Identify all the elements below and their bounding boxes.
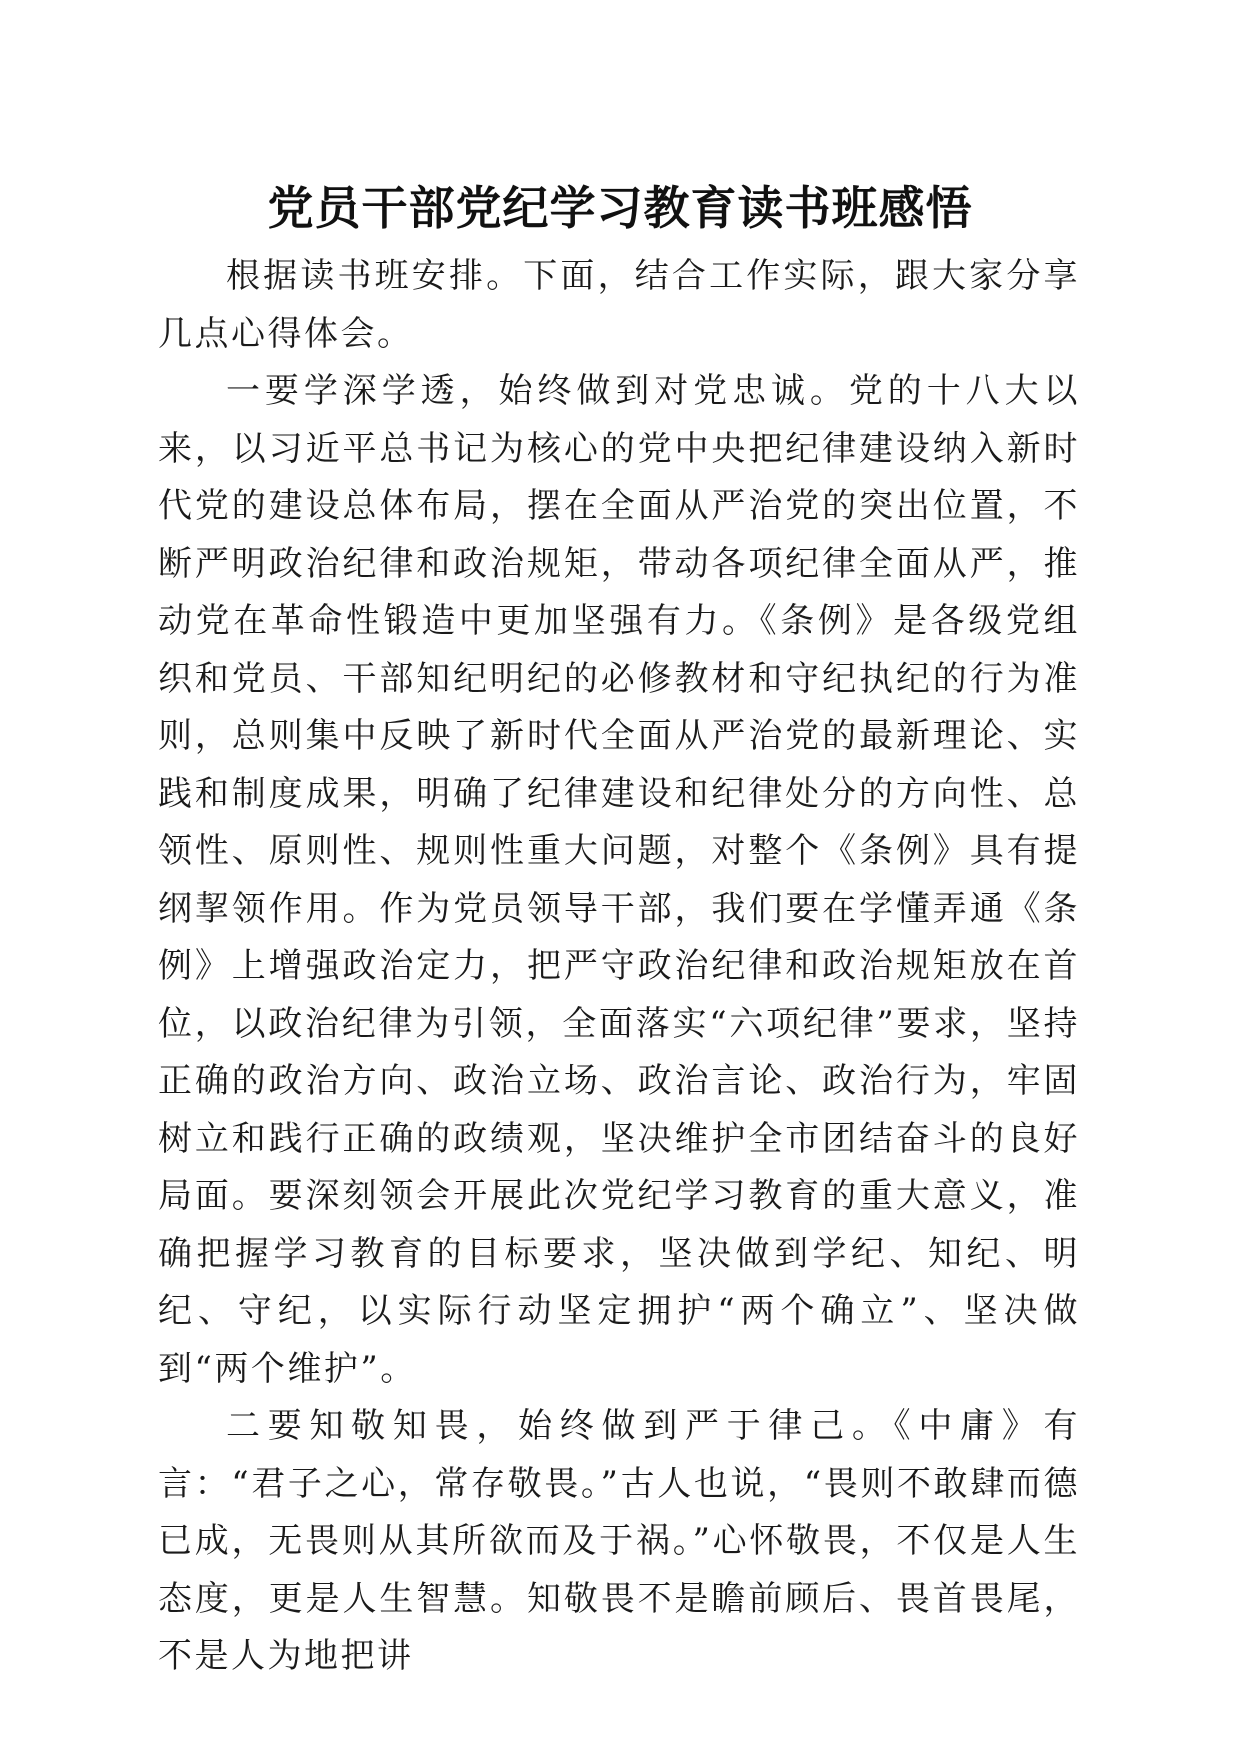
document-body	[158, 248, 1080, 1686]
paragraph-intro: 根据读书班安排。下面，结合工作实际，跟大家分享几点心得体会。	[158, 256, 1080, 354]
document-title: 党员干部党纪学习教育读书班感悟	[267, 181, 973, 235]
paragraph-point-one: 一要学深学透，始终做到对党忠诚。党的十八大以来，以习近平总书记为核心的党中央把纪律建设纳入新时代党的建设总体布局，摆在全面从严治党的突出位置，不断严明政治纪律和政治规矩，带动各项纪律全面从严，推动党在革命性锻造中更加坚强有力。《条例》是各级党组织和党员、干部知纪明纪的必修教材和守纪执纪的行为准则，总则集中反映了新时代全面从严治党的最新理论、实践和制度成果，明确了纪律建设和纪律处分的方向性、总领性、原则性、规则性重大问题，对整个《条例》具有提纲挈领作用。作为党员领导干部，我们要在学懂弄通《条例》上增强政治定力，把严守政治纪律和政治规矩放在首位，以政治纪律为引领，全面落实“六项纪律”要求，坚持正确的政治方向、政治立场、政治言论、政治行为，牢固树立和践行正确的政绩观，坚决维护全市团结奋斗的良好局面。要深刻领会开展此次党纪学习教育的重大意义，准确把握学习教育的目标要求，坚决做到学纪、知纪、明纪、守纪，以实际行动坚定拥护“两个确立”、坚决做到“两个维护”。	[158, 371, 1080, 1389]
paragraph-point-two: 二要知敬知畏，始终做到严于律己。《中庸》有言：“君子之心，常存敬畏。”古人也说，“畏则不敢肆而德已成，无畏则从其所欲而及于祸。”心怀敬畏，不仅是人生态度，更是人生智慧。知敬畏不是瞻前顾后、畏首畏尾，不是人为地把讲	[158, 1406, 1080, 1676]
